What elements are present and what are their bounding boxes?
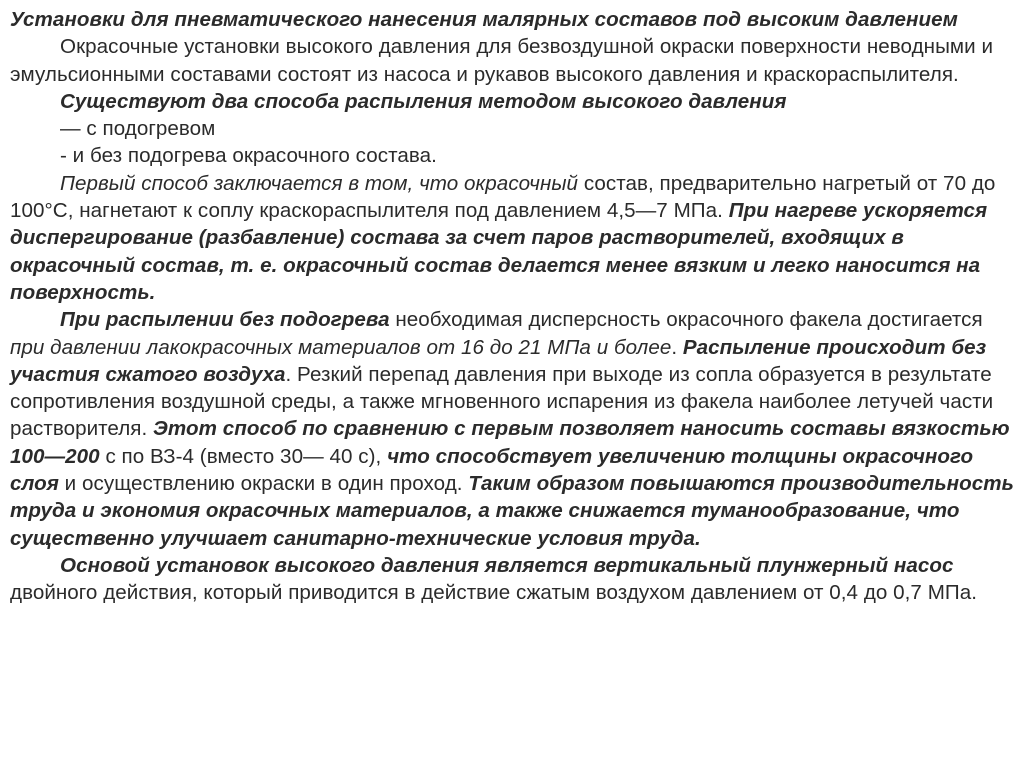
text-run: Таким образом повышаются производительность труда и экономия окрасочных материалов, а также снижается туманообразование, что существенно улучшает санитарно-технические условия труда. xyxy=(10,472,1014,550)
text-run: двойного действия, который приводится в действие сжатым воздухом давлением от 0,4 до 0,7 МПа. xyxy=(10,581,978,605)
text-run: состав, предварительно нагретый от 70 до 100°С, нагнетают к соплу краскораспылителя под давлением 4,5—7 МПа. xyxy=(10,171,996,223)
paragraph xyxy=(10,552,1014,607)
text-run: необходимая дисперсность окрасочного факела достигается xyxy=(389,308,983,332)
document-body xyxy=(10,33,1014,606)
text-run: При нагреве ускоряется диспергирование (разбавление) состава за счет паров растворителей, входящих в окрасочный состав, т. е. окрасочный состав делается менее вязким и легко наносится на поверхность. xyxy=(10,199,988,304)
text-run: . Резкий перепад давления при выходе из сопла образуется в результате сопротивления воздушной среды, а также мгновенного испарения из факела наиболее летучей части растворителя. xyxy=(10,362,994,441)
text-run: при давлении лакокрасочных материалов от 16 до 21 МПа и более xyxy=(10,335,672,359)
paragraph xyxy=(10,306,1014,552)
document-heading: Установки для пневматического нанесения малярных составов под высоким давлением xyxy=(10,8,958,31)
text-run: с по ВЗ-4 (вместо 30— 40 с), xyxy=(99,444,388,468)
text-run: Распыление происходит без участия сжатого воздуха xyxy=(10,335,987,386)
paragraph xyxy=(10,115,1014,142)
paragraph xyxy=(10,33,1014,88)
text-run: При распылении без подогрева xyxy=(60,308,390,332)
paragraph xyxy=(10,142,1014,169)
text-run: . xyxy=(671,335,683,359)
text-run: - и без подогрева окрасочного состава. xyxy=(60,144,437,168)
text-run: что способствует увеличению толщины окрасочного слоя xyxy=(10,444,974,496)
paragraph xyxy=(10,170,1014,306)
text-run: Основой установок высокого давления является вертикальный плунжерный насос xyxy=(60,553,954,577)
text-run: Окрасочные установки высокого давления для безвоздушной окраски поверхности неводными и эмульсионными составами состоят из насоса и рукавов высокого давления и краскораспылителя. xyxy=(10,35,994,86)
text-run: Первый способ заключается в том, что окрасочный xyxy=(60,171,579,195)
text-run: — с подогревом xyxy=(60,117,216,141)
paragraph xyxy=(10,88,1014,115)
text-run: Этот способ по сравнению с первым позволяет наносить составы вязкостью 100—200 xyxy=(10,417,1010,468)
text-run: и осуществлению окраски в один проход. xyxy=(58,472,469,496)
text-run: Существуют два способа распыления методом высокого давления xyxy=(60,89,787,113)
